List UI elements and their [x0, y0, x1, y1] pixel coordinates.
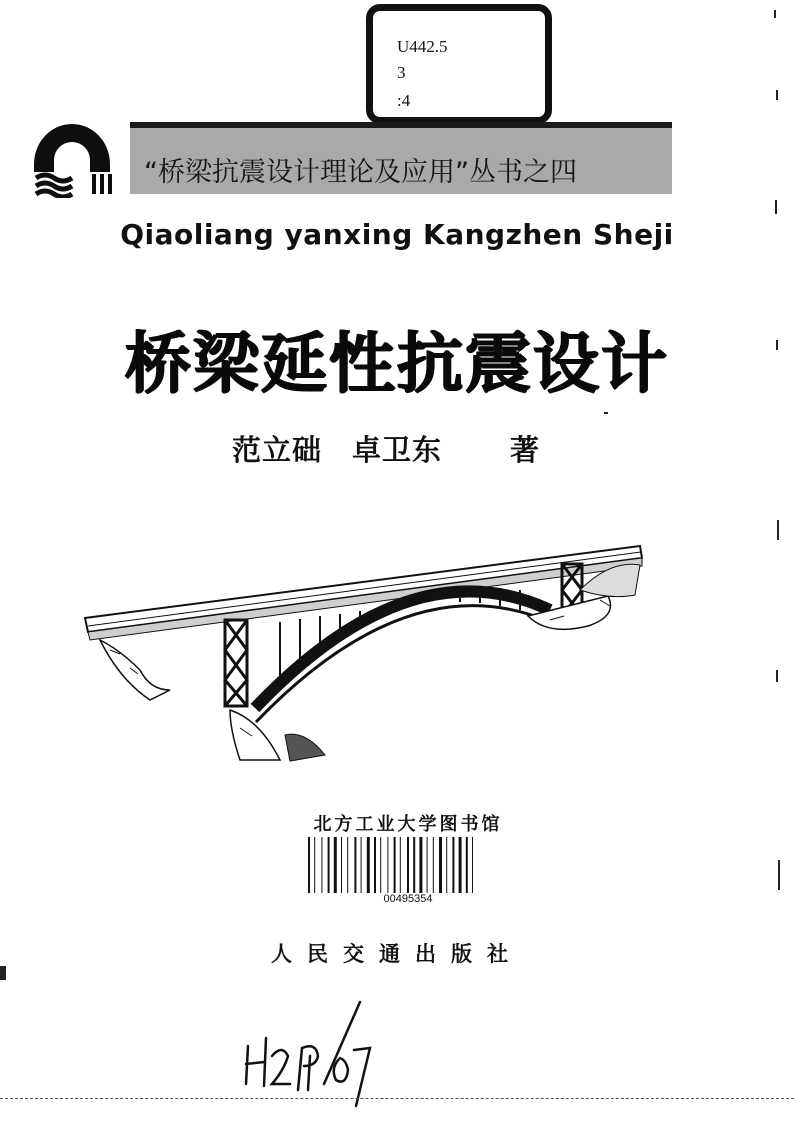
barcode	[306, 837, 510, 893]
scan-speck	[778, 860, 780, 890]
call-number-line: :4	[397, 91, 411, 110]
barcode-bar	[459, 837, 462, 893]
pinyin-title: Qiaoliang yanxing Kangzhen Sheji	[120, 218, 674, 251]
barcode-bar	[334, 837, 337, 893]
barcode-bar	[427, 837, 428, 893]
barcode-bar	[347, 837, 348, 893]
barcode-bar	[394, 837, 396, 893]
barcode-bar	[433, 837, 434, 893]
barcode-bar	[407, 837, 409, 893]
barcode-bar	[374, 837, 376, 893]
barcode-bar	[361, 837, 362, 893]
barcode-bar	[446, 837, 447, 893]
scan-speck	[774, 10, 776, 18]
call-number-line: 3	[397, 63, 406, 82]
barcode-bar	[314, 837, 315, 893]
page-bottom-edge	[0, 1098, 794, 1100]
scan-speck	[776, 670, 778, 682]
scan-speck	[775, 200, 777, 214]
barcode-bar	[341, 837, 342, 893]
scan-speck	[604, 412, 608, 414]
barcode-bar	[328, 837, 330, 893]
call-number-line: U442.5	[397, 37, 448, 56]
barcode-bar	[419, 837, 422, 893]
barcode-bar	[321, 837, 322, 893]
author-role: 著	[510, 433, 540, 467]
handwritten-note	[236, 998, 386, 1108]
series-title: “桥梁抗震设计理论及应用”丛书之四	[144, 157, 577, 188]
barcode-bar	[400, 837, 401, 893]
scan-speck	[776, 90, 778, 100]
library-stamp-name: 北方工业大学图书馆	[313, 814, 503, 835]
barcode-bar	[387, 837, 388, 893]
barcode-bar	[466, 837, 468, 893]
publisher-name: 人民交通出版社	[271, 941, 523, 966]
scan-speck	[0, 966, 6, 980]
publisher-logo-icon	[30, 112, 114, 198]
barcode-bar	[308, 837, 310, 893]
barcode-bar	[354, 837, 356, 893]
barcode-bar	[380, 837, 381, 893]
scan-speck	[776, 340, 778, 350]
barcode-bar	[413, 837, 415, 893]
call-number-label	[366, 4, 552, 124]
barcode-bar	[439, 837, 442, 893]
barcode-bar	[367, 837, 370, 893]
author-names: 范立础 卓卫东	[232, 433, 443, 467]
scan-speck	[777, 520, 779, 540]
book-title: 桥梁延性抗震设计	[125, 325, 669, 402]
barcode-bar	[452, 837, 454, 893]
series-banner	[130, 122, 672, 194]
arch-bridge-illustration	[80, 540, 650, 765]
barcode-bar	[472, 837, 473, 893]
barcode-number: 00495354	[383, 893, 433, 905]
